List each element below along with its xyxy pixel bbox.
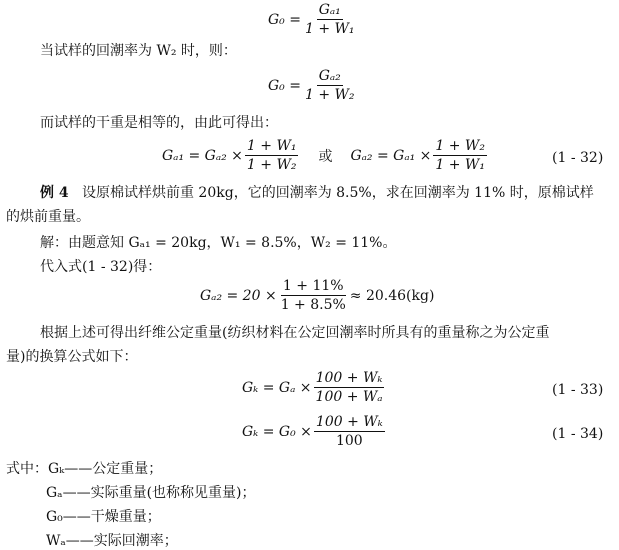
equation-3-or: 或 xyxy=(318,148,333,165)
equation-4-denominator: 1 + 8.5% xyxy=(280,297,346,313)
equation-2-denominator: 1 + W₂ xyxy=(304,87,355,103)
equation-3-lhs-1: Gₐ₁ = Gₐ₂ × xyxy=(162,147,243,164)
example-4-text: 设原棉试样烘前重 20kg，它的回潮率为 8.5%，求在回潮率为 11% 时，原棉试样 xyxy=(81,185,594,201)
equation-3-fraction-1 xyxy=(245,138,299,173)
equation-5-denominator: 100 + Wₐ xyxy=(315,389,383,405)
equation-5-fraction xyxy=(314,370,385,405)
equation-1 xyxy=(268,2,359,37)
equation-3-numerator-2: 1 + W₂ xyxy=(435,138,485,154)
equation-6-numerator: 100 + Wₖ xyxy=(315,414,383,430)
definition-gk: 式中：Gₖ——公定重量； xyxy=(6,461,163,477)
example-4-line-2: 的烘前重量。 xyxy=(6,209,90,225)
example-4-line-1 xyxy=(40,182,594,202)
equation-3 xyxy=(162,138,489,173)
equation-2-lhs: G₀ = xyxy=(268,77,301,94)
equation-6-denominator: 100 xyxy=(335,433,363,449)
equation-5-numerator: 100 + Wₖ xyxy=(315,370,383,386)
equation-1-lhs: G₀ = xyxy=(268,11,301,28)
equation-2-numerator: Gₐ₂ xyxy=(318,68,341,84)
equation-4-lhs: Gₐ₂ = 20 × xyxy=(200,287,277,304)
equation-5-lhs: Gₖ = Gₐ × xyxy=(242,379,312,396)
solution-line: 解：由题意知 Gₐ₁ = 20kg，W₁ = 8.5%，W₂ = 11%。 xyxy=(40,235,397,251)
text-moisture-w2: 当试样的回潮率为 W₂ 时，则： xyxy=(40,43,237,59)
equation-5-number: (1 - 33) xyxy=(552,382,604,398)
equation-3-fraction-2 xyxy=(433,138,487,173)
text-dry-weight-equal: 而试样的干重是相等的，由此可得出： xyxy=(40,115,278,131)
equation-1-fraction xyxy=(303,2,357,37)
equation-3-lhs-2: Gₐ₂ = Gₐ₁ × xyxy=(350,147,432,164)
equation-2 xyxy=(268,68,359,103)
equation-6 xyxy=(242,414,387,449)
equation-1-denominator: 1 + W₁ xyxy=(304,21,355,37)
equation-4 xyxy=(200,278,434,313)
equation-4-rhs: ≈ 20.46(kg) xyxy=(349,287,435,304)
paragraph-line-1: 根据上述可得出纤维公定重量(纺织材料在公定回潮率时所具有的重量称之为公定重 xyxy=(40,325,550,341)
substitute-line: 代入式(1 - 32)得： xyxy=(40,259,162,275)
equation-2-fraction xyxy=(303,68,357,103)
paragraph-line-2: 量)的换算公式如下： xyxy=(6,349,138,365)
equation-3-numerator-1: 1 + W₁ xyxy=(246,138,297,154)
equation-1-numerator: Gₐ₁ xyxy=(318,2,341,18)
example-4-label: 例 4 xyxy=(40,185,69,201)
equation-3-number: (1 - 32) xyxy=(552,150,604,166)
equation-3-denominator-1: 1 + W₂ xyxy=(246,157,297,173)
equation-5 xyxy=(242,370,387,405)
equation-6-fraction xyxy=(314,414,385,449)
definition-ga: Gₐ——实际重量(也称称见重量)； xyxy=(46,485,256,501)
equation-4-numerator: 1 + 11% xyxy=(282,278,344,294)
equation-6-lhs: Gₖ = G₀ × xyxy=(242,423,312,440)
equation-3-denominator-2: 1 + W₁ xyxy=(435,157,485,173)
definition-g0: G₀——干燥重量； xyxy=(46,509,161,525)
equation-6-number: (1 - 34) xyxy=(552,426,604,442)
equation-4-fraction xyxy=(279,278,348,313)
definition-wa: Wₐ——实际回潮率； xyxy=(46,533,178,549)
